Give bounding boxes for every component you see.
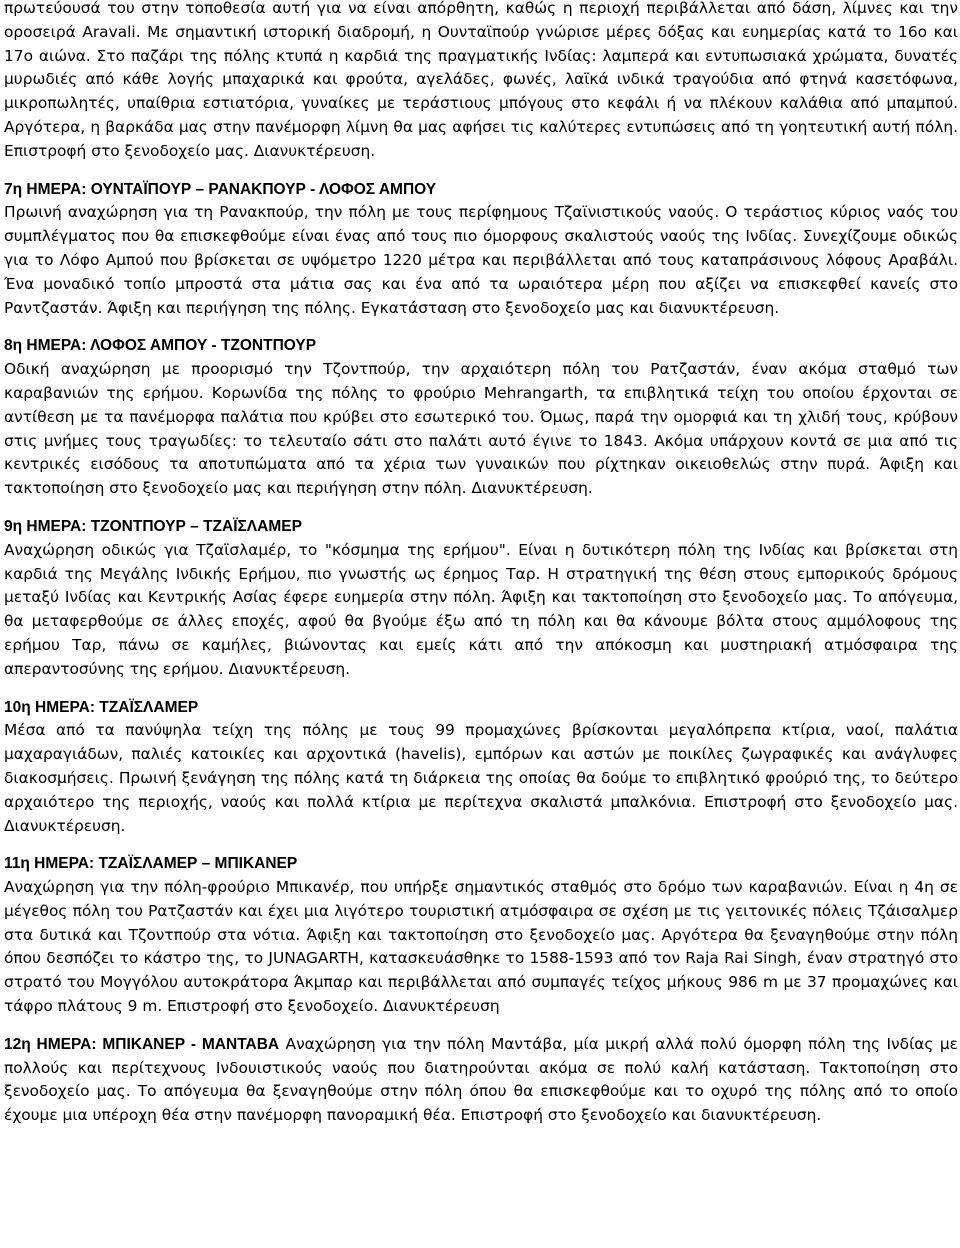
day-section-12 (4, 1033, 958, 1128)
day-heading: 11η ΗΜΕΡΑ: ΤΖΑΪΣΛΑΜΕΡ – ΜΠΙΚΑΝΕΡ (4, 855, 298, 873)
day-heading: 7η ΗΜΕΡΑ: ΟΥΝΤΑΪΠΟΥΡ – ΡΑΝΑΚΠΟΥΡ - ΛΟΦΟΣ ΑΜΠΟΥ (4, 180, 437, 198)
day-heading: 10η ΗΜΕΡΑ: ΤΖΑΪΣΛΑΜΕΡ (4, 698, 199, 716)
day-description: Αναχώρηση για την πόλη Μαντάβα, μία μικρή αλλά πολύ όμορφη πόλη της Ινδίας με πολλούς και περίτεχνους Ινδουιστικούς ναούς που διατηρούνται ακόμα σε πολύ καλή κατάσταση. Τακτοποίηση στο ξενοδοχείο μας. Το απόγευμα θα ξεναγηθούμε στην πόλη όπου θα επισκεφθούμε και το οχυρό της πόλης από το οποίο έχουμε μια υπέροχη θέα στην πανέμορφη πανοραμική θέα. Επιστροφή στο ξενοδοχείο και διανυκτέρευση. (4, 1034, 958, 1125)
day-heading: 12η ΗΜΕΡΑ: ΜΠΙΚΑΝΕΡ - ΜΑΝΤΑΒΑ (4, 1035, 280, 1053)
day-description: Αναχώρηση για την πόλη-φρούριο Μπικανέρ, που υπήρξε σημαντικός σταθμός στο δρόμο των καραβανιών. Είναι η 4η σε μέγεθος πόλη του Ρατζαστάν και έχει μια λιγότερο τουριστική ατμόσφαιρα σε σχέση με τις γειτονικές πόλεις Τζάισαλμερ στα δυτικά και Τζοντπούρ στα νότια. Άφιξη και τακτοποίηση στο ξενοδοχείο μας. Αργότερα θα ξεναγηθούμε στην πόλη όπου δεσπόζει το κάστρο της, το JUNAGARTH, κατασκευάσθηκε το 1588-1593 από τον Raja Rai Singh, έναν στρατηγό στο στρατό του Μογγόλου αυτοκράτορα Άκμπαρ και περιβάλλεται από συμπαγές τείχος μήκους 986 m με 37 προμαχώνες και τάφρο πλάτους 9 m. Επιστροφή στο ξενοδοχείο. Διανυκτέρευση (4, 878, 958, 1016)
day-section-11 (4, 852, 958, 1019)
day-description: Οδική αναχώρηση με προορισμό την Τζοντπούρ, την αρχαιότερη πόλη του Ρατζαστάν, έναν ακόμα σταθμό των καραβανιών της ερήμου. Κορωνίδα της πόλης το φρούριο Mehrangarth, τα επιβλητικά τείχη του οποίου έρχονται σε αντίθεση με τα πανέμορφα παλάτια που κρύβει στο εσωτερικό του. Όμως, παρά την ομορφιά και τη χλιδή τους, κρύβουν στις μνήμες τους τραγωδίες: το τελευταίο σάτι στο παλάτι αυτό έγινε το 1843. Ακόμα υπάρχουν κοντά σε μια από τις κεντρικές εισόδους τα αποτυπώματα από τα χέρια των γυναικών που ρίχτηκαν οικειοθελώς στην πυρά. Άφιξη και τακτοποίηση στο ξενοδοχείο μας και περιήγηση στην πόλη. Διανυκτέρευση. (4, 360, 958, 498)
day-section-7 (4, 178, 958, 321)
intro-paragraph: πρωτεύουσά του στην τοποθεσία αυτή για να είναι απόρθητη, καθώς η περιοχή περιβάλλεται από δάση, λίμνες και την οροσειρά Aravali. Με σημαντική ιστορική διαδρομή, η Ουνταϊπούρ γνώρισε μέρες δόξας και ευημερίας κατά το 16ο και 17ο αιώνα. Στο παζάρι της πόλης κτυπά η καρδιά της πραγματικής Ινδίας: λαμπερά και εντυπωσιακά χρώματα, δυνατές μυρωδιές από κάθε λογής μπαχαρικά και φρούτα, αγελάδες, φωνές, λαϊκά ινδικά τραγούδια από φτηνά κασετόφωνα, μικροπωλητές, υπαίθρια εστιατόρια, γυναίκες με τεράστιους μπόγους στο κεφάλι ή να πλέκουν καλάθια από μπαμπού. Αργότερα, η βαρκάδα μας στην πανέμορφη λίμνη θα μας αφήσει τις καλύτερες εντυπώσεις από τη γοητευτική αυτή πόλη. Επιστροφή στο ξενοδοχείο μας. Διανυκτέρευση. (4, 0, 958, 160)
day-section-10 (4, 696, 958, 839)
day-description: Μέσα από τα πανύψηλα τείχη της πόλης με τους 99 προμαχώνες βρίσκονται μεγαλόπρεπα κτίρια, ναοί, παλάτια μαχαραγιάδων, παλιές κατοικίες και αρχοντικά (havelis), εμπόρων και αστών με ποικίλες ζωγραφικές και ανάγλυφες διακοσμήσεις. Πρωινή ξενάγηση της πόλης κατά τη διάρκεια της οποίας θα δούμε το επιβλητικό φρούριό της, το δεύτερο αρχαιότερο της περιοχής, ναούς και πολλά κτίρια με περίτεχνα σκαλιστά μπαλκόνια. Επιστροφή στο ξενοδοχείο μας. Διανυκτέρευση. (4, 721, 958, 835)
day-heading: 9η ΗΜΕΡΑ: ΤΖΟΝΤΠΟΥΡ – ΤΖΑΪΣΛΑΜΕΡ (4, 517, 302, 535)
day-section-8 (4, 334, 958, 501)
day-description: Πρωινή αναχώρηση για τη Ρανακπούρ, την πόλη με τους περίφημους Τζαϊνιστικούς ναούς. Ο τεράστιος κύριος ναός του συμπλέγματος που θα επισκεφθούμε είναι ένας από τους πιο όμορφους σκαλιστούς ναούς της Ινδίας. Συνεχίζουμε οδικώς για το Λόφο Αμπού που βρίσκεται σε υψόμετρο 1220 μέτρα και περιβάλλεται από τους καταπράσινους λόφους Αραβάλι. Ένα μοναδικό τοπίο μπροστά στα μάτια σας και ένα από τα ωραιότερα μέρη που αξίζει να επισκεφθεί κανείς στο Ραντζαστάν. Άφιξη και περιήγηση της πόλης. Εγκατάσταση στο ξενοδοχείο μας και διανυκτέρευση. (4, 203, 958, 317)
day-section-9 (4, 515, 958, 682)
day-heading: 8η ΗΜΕΡΑ: ΛΟΦΟΣ ΑΜΠΟΥ - ΤΖΟΝΤΠΟΥΡ (4, 337, 317, 355)
day-description: Αναχώρηση οδικώς για Τζαϊσλαμέρ, το "κόσμημα της ερήμου". Είναι η δυτικότερη πόλη της Ινδίας και βρίσκεται στη καρδιά της Μεγάλης Ινδικής Ερήμου, πιο γνωστής ως έρημος Ταρ. Η στρατηγική της θέση στους εμπορικούς δρόμους μεταξύ Ινδίας και Κεντρικής Ασίας έφερε ευημερία στην πόλη. Άφιξη και τακτοποίηση στο ξενοδοχείο μας. Το απόγευμα, θα μεταφερθούμε σε άλλες εποχές, αφού θα βγούμε έξω από τη πόλη και θα κάνουμε βόλτα στους αμμόλοφους της ερήμου Ταρ, πάνω σε καμήλες, βιώνοντας και εμείς κάτι από την απόκοσμη και μυστηριακή ατμόσφαιρα της απεραντοσύνης της ερήμου. Διανυκτέρευση. (4, 540, 958, 678)
